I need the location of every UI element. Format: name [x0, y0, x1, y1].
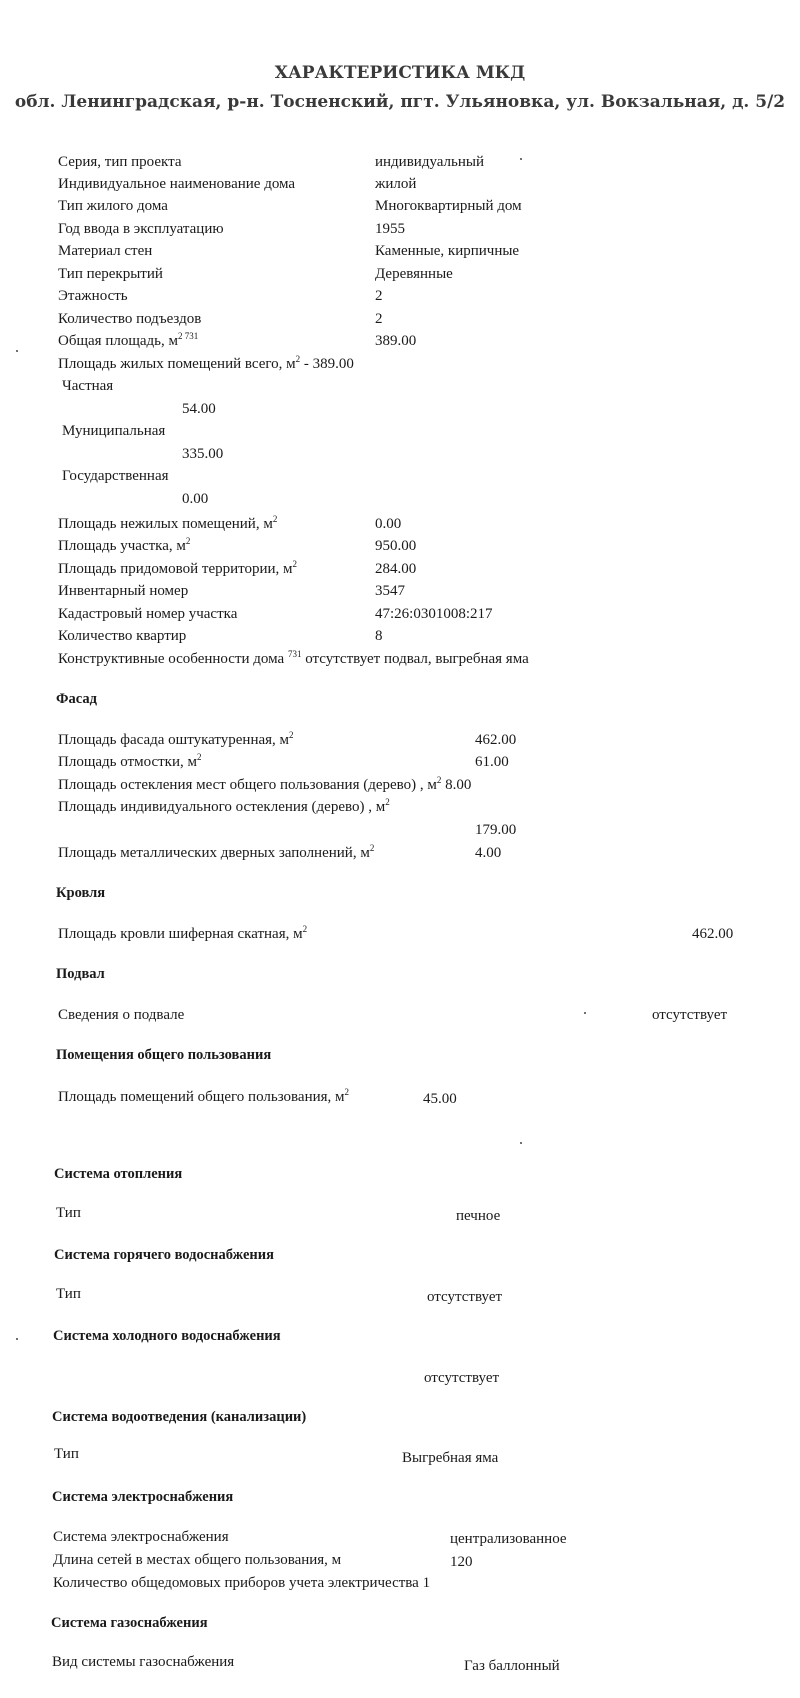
house-type-label: Тип жилого дома: [58, 198, 168, 214]
total-area-value: 389.00: [375, 333, 417, 349]
yard-label: Площадь придомовой территории, $м^2$: [58, 559, 298, 577]
basement-info-value: отсутствует: [652, 1007, 728, 1023]
municipal-value: 335.00: [182, 446, 224, 462]
storeys-value: 2: [375, 288, 383, 304]
cold-water-value: отсутствует: [424, 1370, 500, 1386]
cadastral-label: Кадастровый номер участка: [58, 606, 238, 622]
scan-speck: [584, 1012, 586, 1014]
nonliving-label: Площадь нежилых помещений, $м^2$: [58, 514, 278, 532]
walls-value: Каменные, кирпичные: [375, 243, 520, 259]
common-area-value: 45.00: [423, 1091, 457, 1107]
inventory-label: Инвентарный номер: [58, 583, 189, 599]
house-type-value: Многоквартирный дом: [375, 198, 522, 214]
series-label: Серия, тип проекта: [58, 154, 182, 170]
network-length-value: 120: [450, 1554, 473, 1570]
inventory-value: 3547: [375, 583, 405, 599]
network-length-label: Длина сетей в местах общего пользования, м: [53, 1552, 342, 1568]
living-area-value: - 389.00: [300, 356, 354, 372]
basement-info-label: Сведения о подвале: [58, 1007, 185, 1023]
sewage-type-value: Выгребная яма: [402, 1450, 499, 1466]
meters-value: 1: [418, 1575, 431, 1591]
house-name-value: жилой: [375, 176, 417, 192]
year-label: Год ввода в эксплуатацию: [58, 221, 224, 237]
sewage-type-label: Тип: [54, 1446, 79, 1462]
roof-area-label: Площадь кровли шиферная скатная, $м^2$: [58, 924, 308, 942]
yard-value: 284.00: [375, 561, 417, 577]
common-areas-heading: Помещения общего пользования: [56, 1047, 272, 1063]
nonliving-value: 0.00: [375, 516, 402, 532]
plot-label: Площадь участка, $м^2$: [58, 536, 191, 554]
private-label: Частная: [62, 378, 114, 394]
roof-heading: Кровля: [56, 885, 106, 901]
features-row: Конструктивные особенности дома $^{731}$ отсутствует подвал, выгребная яма: [58, 649, 529, 667]
state-value: 0.00: [182, 491, 209, 507]
house-name-label: Индивидуальное наименование дома: [58, 176, 296, 192]
storeys-label: Этажность: [58, 288, 128, 304]
cadastral-value: 47:26:0301008:217: [375, 606, 493, 622]
glazing-common-value: 8.00: [441, 777, 472, 793]
heating-type-label: Тип: [56, 1205, 81, 1221]
meters-row: Количество общедомовых приборов учета электричества 1: [53, 1575, 431, 1591]
scan-speck: [16, 1338, 18, 1340]
doors-value: 4.00: [475, 845, 502, 861]
roof-area-value: 462.00: [692, 926, 734, 942]
municipal-label: Муниципальная: [62, 423, 166, 439]
doors-label: Площадь металлических дверных заполнений, $м^2$: [58, 843, 375, 861]
private-value: 54.00: [182, 401, 216, 417]
apartments-label: Количество квартир: [58, 628, 187, 644]
facade-heading: Фасад: [56, 691, 97, 707]
scan-speck: [520, 158, 522, 160]
sewage-heading: Система водоотведения (канализации): [52, 1409, 307, 1425]
electric-heading: Система электроснабжения: [52, 1489, 234, 1505]
apartments-value: 8: [375, 628, 383, 644]
hot-water-type-label: Тип: [56, 1286, 81, 1302]
total-area-sup: 2 731: [178, 331, 199, 341]
scan-speck: [520, 1142, 522, 1144]
facade-plaster-value: 462.00: [475, 732, 517, 748]
gas-heading: Система газоснабжения: [51, 1615, 208, 1631]
living-area-row: Площадь жилых помещений всего, $м^2 - 389.00$: [58, 354, 354, 372]
scan-speck: [16, 350, 18, 352]
blind-area-label: Площадь отмостки, $м^2$: [58, 752, 202, 770]
total-area-label: Общая площадь, $м^{2 731}$: [58, 331, 199, 349]
state-label: Государственная: [62, 468, 169, 484]
year-value: 1955: [375, 221, 405, 237]
floor-type-label: Тип перекрытий: [58, 266, 163, 282]
series-value: индивидуальный: [375, 154, 485, 170]
glazing-individual-label: Площадь индивидуального остекления (дерево) , $м^2$: [58, 797, 390, 815]
plot-value: 950.00: [375, 538, 417, 554]
hot-water-type-value: отсутствует: [427, 1289, 503, 1305]
cold-water-heading: Система холодного водоснабжения: [53, 1328, 281, 1344]
document-title: ХАРАКТЕРИСТИКА МКД: [274, 63, 526, 83]
heating-heading: Система отопления: [54, 1166, 183, 1182]
gas-type-label: Вид системы газоснабжения: [52, 1654, 235, 1670]
features-value: отсутствует подвал, выгребная яма: [301, 651, 529, 667]
facade-plaster-label: Площадь фасада оштукатуренная, $м^2$: [58, 730, 294, 748]
floor-type-value: Деревянные: [375, 266, 453, 282]
walls-label: Материал стен: [58, 243, 153, 259]
document-address: обл. Ленинградская, р-н. Тосненский, пгт. Ульяновка, ул. Вокзальная, д. 5/2: [14, 92, 786, 112]
hot-water-heading: Система горячего водоснабжения: [54, 1247, 274, 1263]
gas-type-value: Газ баллонный: [464, 1658, 560, 1674]
heating-type-value: печное: [456, 1208, 501, 1224]
glazing-common-row: Площадь остекления мест общего пользования (дерево) , $м^2$ 8.00: [58, 775, 472, 793]
entrances-value: 2: [375, 311, 383, 327]
basement-heading: Подвал: [56, 966, 105, 982]
common-area-label: Площадь помещений общего пользования, $м^2$: [58, 1087, 350, 1105]
entrances-label: Количество подъездов: [58, 311, 202, 327]
blind-area-value: 61.00: [475, 754, 509, 770]
glazing-individual-value: 179.00: [475, 822, 517, 838]
electric-system-label: Система электроснабжения: [53, 1529, 229, 1545]
electric-system-value: централизованное: [450, 1531, 567, 1547]
